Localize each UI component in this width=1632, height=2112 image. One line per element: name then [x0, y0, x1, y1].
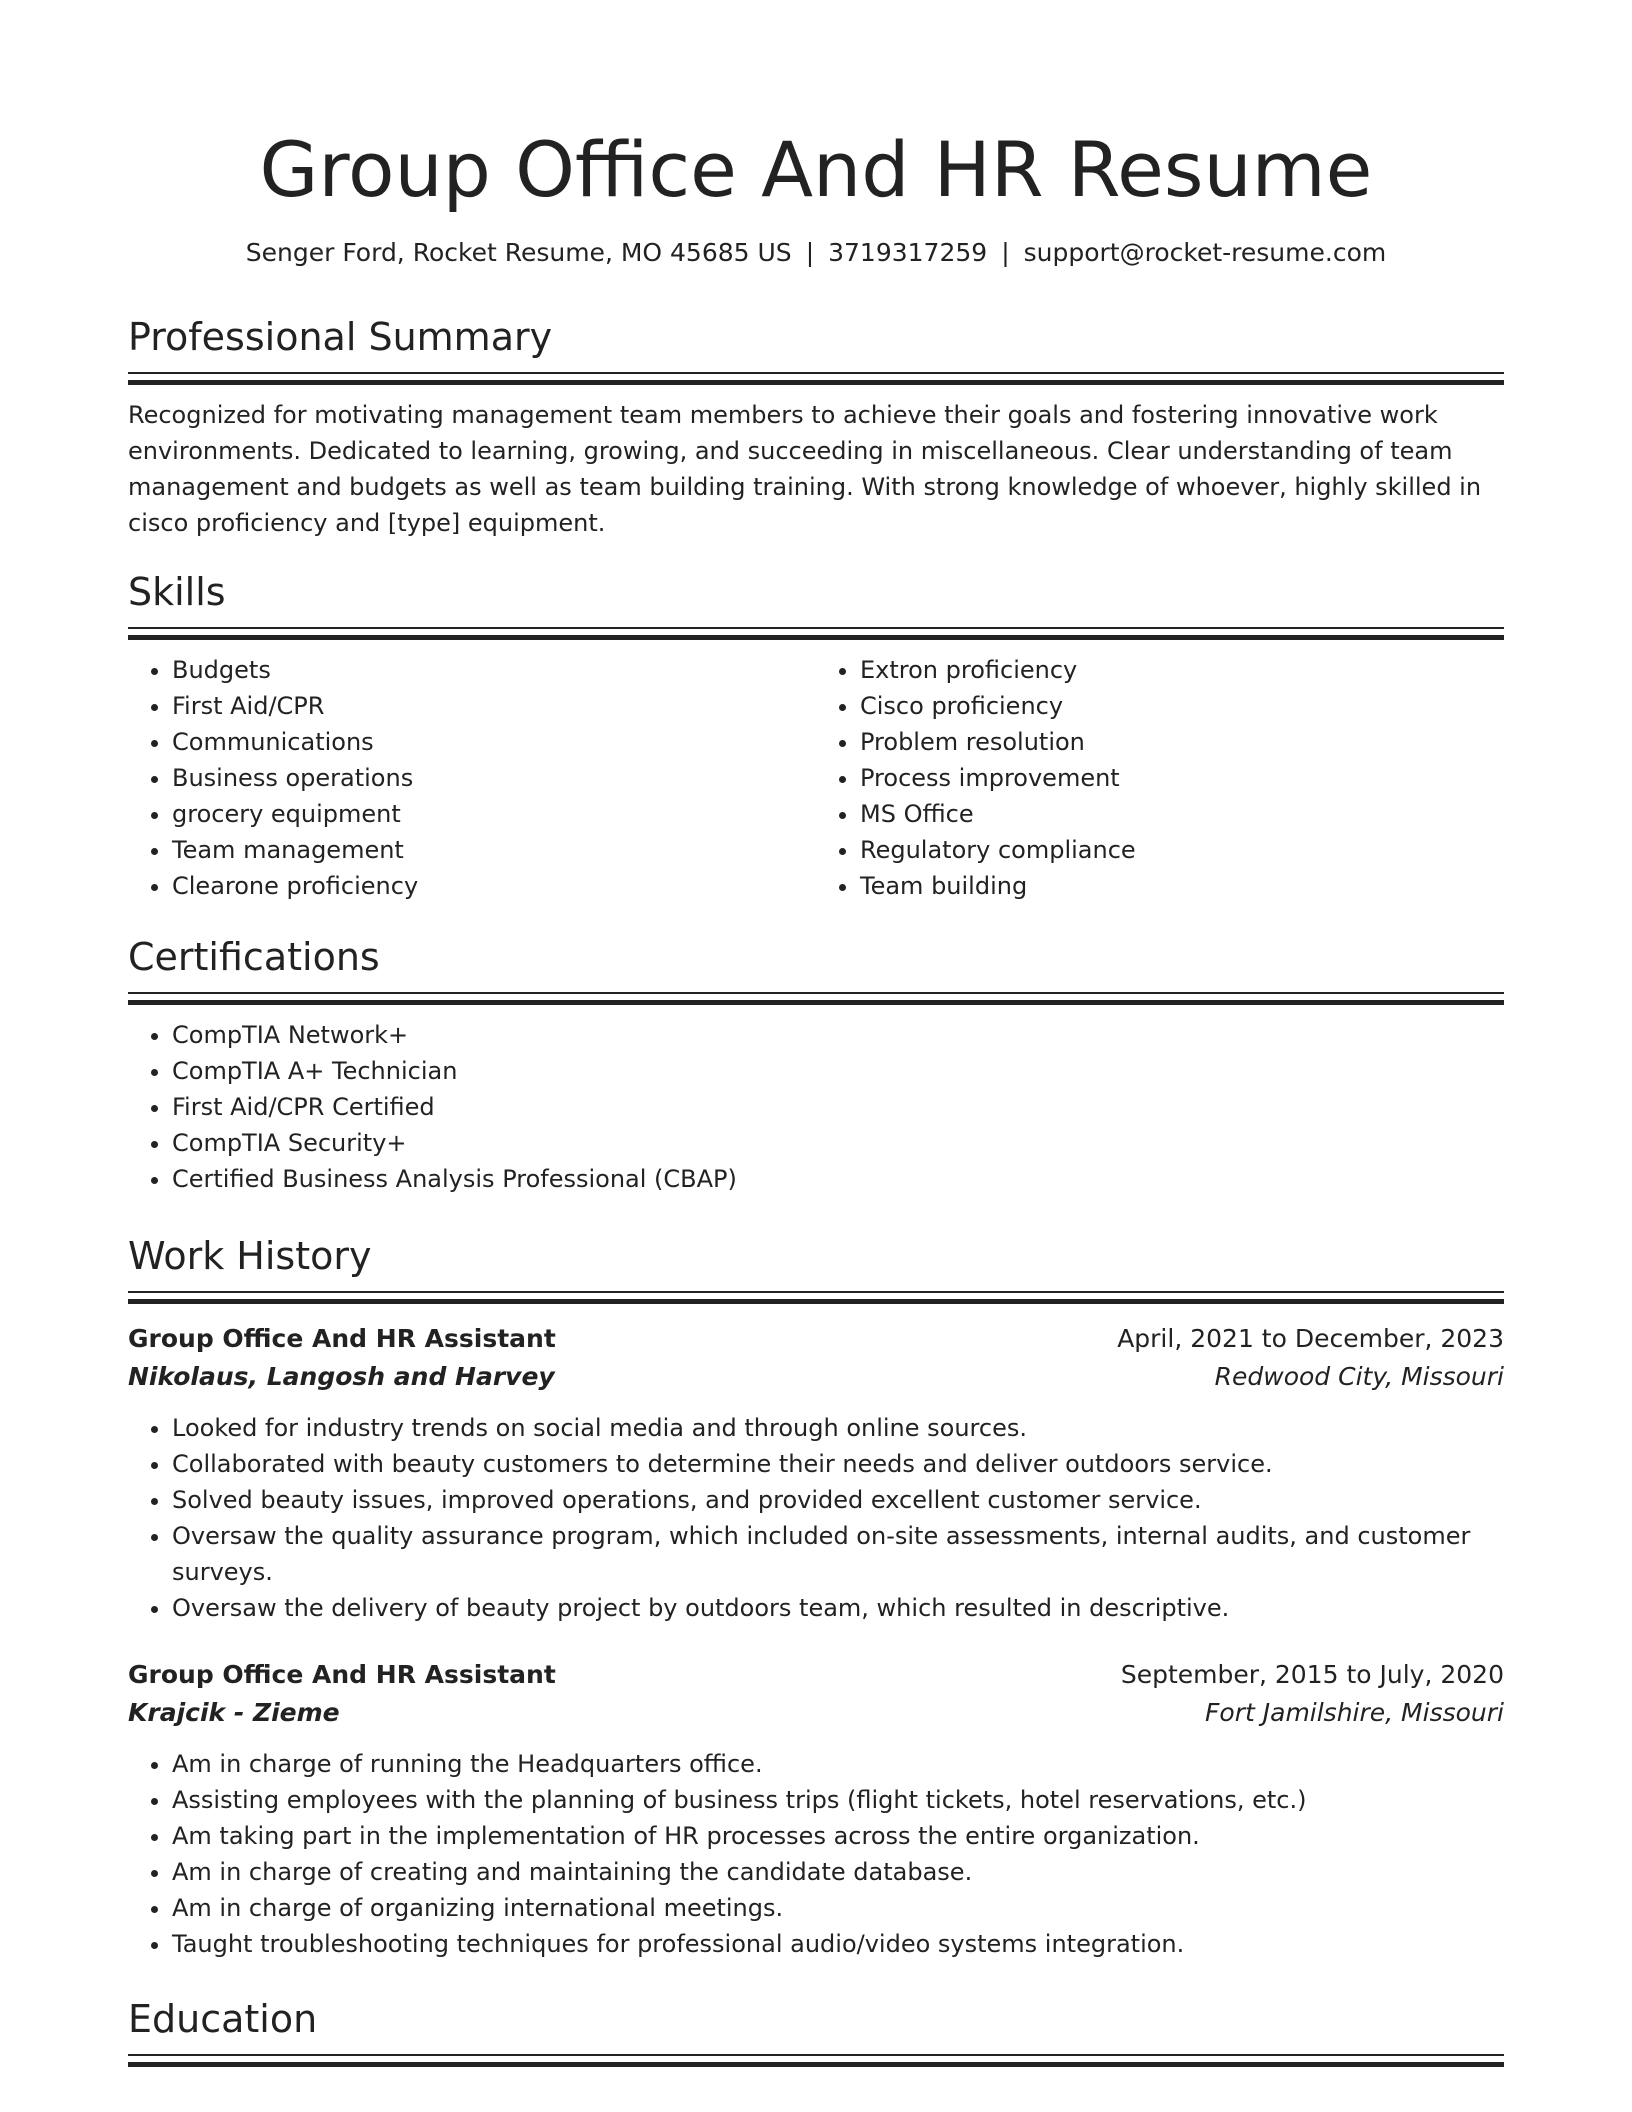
certifications-section — [128, 932, 1504, 1197]
job-title: Group Office And HR Assistant — [128, 1324, 556, 1353]
certification-item: • CompTIA Security+ — [172, 1125, 1504, 1161]
skills-section — [128, 567, 1504, 904]
summary-section — [128, 312, 1504, 541]
skills-columns — [128, 652, 1504, 904]
job-bullet: • Taught troubleshooting techniques for professional audio/video systems integration. — [172, 1926, 1504, 1962]
work-history-section — [128, 1231, 1504, 1962]
summary-text: Recognized for motivating management team members to achieve their goals and fostering innovative work environments. Dedicated to learning, growing, and succeeding in miscellaneous. Clear understanding of team management and budgets as well as team building training. With strong knowledge of whoever, highly skilled in cisco proficiency and [type] equipment. — [128, 401, 1482, 537]
job-entry — [128, 1320, 1504, 1626]
skill-item: • Extron proficiency — [860, 652, 1504, 688]
section-divider — [128, 992, 1504, 1005]
resume-title: Group Office And HR Resume — [259, 125, 1373, 214]
skill-item: • Regulatory compliance — [860, 832, 1504, 868]
summary-heading: Professional Summary — [128, 315, 553, 359]
section-divider — [128, 1291, 1504, 1304]
contact-line — [128, 236, 1504, 270]
job-bullet: • Solved beauty issues, improved operations, and provided excellent customer service. — [172, 1482, 1504, 1518]
skill-item: • Cisco proficiency — [860, 688, 1504, 724]
contact-separator: | — [1001, 238, 1010, 267]
skills-list-left — [128, 652, 816, 904]
certification-item: • CompTIA A+ Technician — [172, 1053, 1504, 1089]
skill-item: • Clearone proficiency — [172, 868, 816, 904]
skill-item: • Business operations — [172, 760, 816, 796]
skill-item: • Budgets — [172, 652, 816, 688]
job-company: Krajcik - Zieme — [128, 1698, 340, 1727]
certifications-heading: Certifications — [128, 935, 380, 979]
job-bullet: • Oversaw the quality assurance program, which included on-site assessments, internal audits, and customer surveys. — [172, 1518, 1504, 1590]
job-title: Group Office And HR Assistant — [128, 1660, 556, 1689]
contact-email: support@rocket-resume.com — [1023, 238, 1387, 267]
certification-item: • First Aid/CPR Certified — [172, 1089, 1504, 1125]
job-dates: September, 2015 to July, 2020 — [1120, 1660, 1504, 1689]
section-divider — [128, 2054, 1504, 2067]
job-bullet: • Assisting employees with the planning of business trips (flight tickets, hotel reservations, etc.) — [172, 1782, 1504, 1818]
job-header — [128, 1656, 1504, 1694]
education-heading: Education — [128, 1997, 318, 2041]
job-bullet: • Oversaw the delivery of beauty project by outdoors team, which resulted in descriptive. — [172, 1590, 1504, 1626]
section-divider — [128, 627, 1504, 640]
job-company: Nikolaus, Langosh and Harvey — [128, 1362, 555, 1391]
job-header — [128, 1320, 1504, 1358]
contact-address: Senger Ford, Rocket Resume, MO 45685 US — [245, 238, 792, 267]
section-divider — [128, 372, 1504, 385]
skill-item: • Process improvement — [860, 760, 1504, 796]
job-bullets — [128, 1746, 1504, 1962]
education-section — [128, 1994, 1504, 2067]
skill-item: • Communications — [172, 724, 816, 760]
certification-item: • Certified Business Analysis Professional (CBAP) — [172, 1161, 1504, 1197]
job-bullet: • Am in charge of organizing international meetings. — [172, 1890, 1504, 1926]
certifications-list — [128, 1017, 1504, 1197]
skills-heading: Skills — [128, 570, 226, 614]
skill-item: • Problem resolution — [860, 724, 1504, 760]
job-bullet: • Looked for industry trends on social media and through online sources. — [172, 1410, 1504, 1446]
job-bullet: • Am in charge of running the Headquarters office. — [172, 1746, 1504, 1782]
job-location: Fort Jamilshire, Missouri — [1205, 1698, 1504, 1727]
job-bullet: • Am in charge of creating and maintaining the candidate database. — [172, 1854, 1504, 1890]
skill-item: • Team building — [860, 868, 1504, 904]
contact-separator: | — [805, 238, 815, 267]
job-subheader — [128, 1694, 1504, 1732]
job-bullets — [128, 1410, 1504, 1626]
skills-list-right — [816, 652, 1504, 904]
job-location: Redwood City, Missouri — [1214, 1362, 1504, 1391]
skill-item: • First Aid/CPR — [172, 688, 816, 724]
skill-item: • MS Office — [860, 796, 1504, 832]
job-subheader — [128, 1358, 1504, 1396]
job-bullet: • Am taking part in the implementation of HR processes across the entire organization. — [172, 1818, 1504, 1854]
job-bullet: • Collaborated with beauty customers to determine their needs and deliver outdoors service. — [172, 1446, 1504, 1482]
skill-item: • Team management — [172, 832, 816, 868]
contact-phone: 3719317259 — [828, 238, 988, 267]
skill-item: • grocery equipment — [172, 796, 816, 832]
certification-item: • CompTIA Network+ — [172, 1017, 1504, 1053]
job-dates: April, 2021 to December, 2023 — [1117, 1324, 1504, 1353]
job-entry — [128, 1656, 1504, 1962]
work-history-heading: Work History — [128, 1234, 372, 1278]
